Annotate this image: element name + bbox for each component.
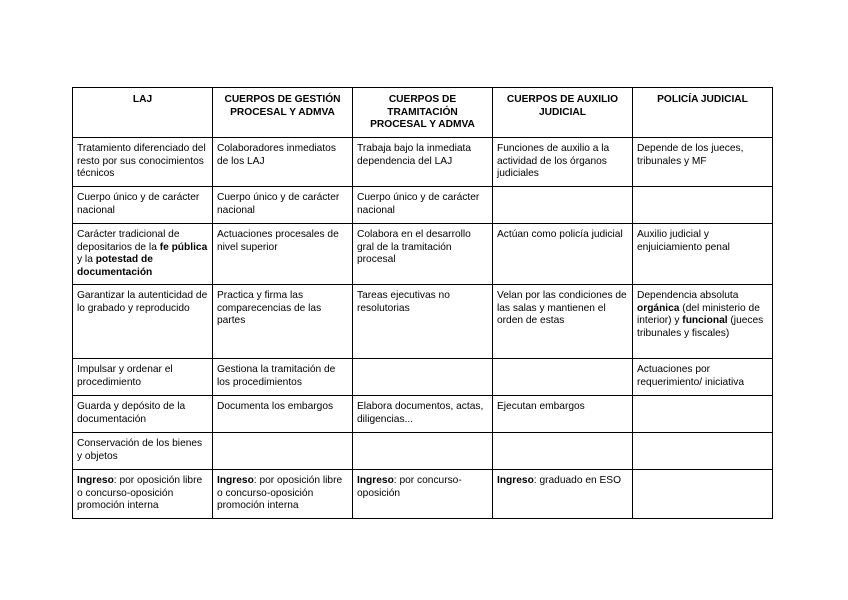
cell-text: Trabaja bajo la inmediata dependencia del LAJ xyxy=(357,143,472,167)
cell-text: Colabora en el desarrollo gral de la tramitación procesal xyxy=(357,229,471,266)
cell-laj xyxy=(73,187,213,224)
cell-text: Tratamiento diferenciado del resto por sus conocimientos técnicos xyxy=(77,143,206,180)
cell-tramitacion xyxy=(353,187,493,224)
cell-text: y la xyxy=(77,254,96,266)
table-row xyxy=(73,285,773,359)
cell-gestion xyxy=(213,285,353,359)
cell-policia xyxy=(633,396,773,433)
cell-text: Tareas ejecutivas no resolutorias xyxy=(357,290,450,314)
cell-laj xyxy=(73,285,213,359)
cell-tramitacion xyxy=(353,359,493,396)
cell-tramitacion xyxy=(353,433,493,470)
cell-auxilio xyxy=(493,396,633,433)
cell-text: Garantizar la autenticidad de lo grabado y reproducido xyxy=(77,290,208,314)
cell-laj xyxy=(73,359,213,396)
cell-tramitacion xyxy=(353,396,493,433)
bold-text: fe pública xyxy=(159,241,208,253)
cell-laj xyxy=(73,470,213,519)
cell-text: (del ministerio de interior) y xyxy=(637,302,760,327)
bold-text: Ingreso xyxy=(77,475,114,486)
cell-text: Documenta los embargos xyxy=(217,401,334,412)
cell-text: Colaboradores inmediatos de los LAJ xyxy=(217,143,336,167)
cell-auxilio xyxy=(493,187,633,224)
cell-text: Velan por las condiciones de las salas y mantienen el orden de estas xyxy=(497,290,627,327)
cell-text: Guarda y depósito de la documentación xyxy=(77,401,186,425)
cell-gestion xyxy=(213,138,353,187)
cell-text: Cuerpo único y de carácter nacional xyxy=(217,192,340,216)
cell-auxilio xyxy=(493,359,633,396)
table-row xyxy=(73,359,773,396)
header-row xyxy=(73,88,773,138)
bold-text: Ingreso xyxy=(357,475,394,486)
cell-policia xyxy=(633,224,773,285)
cell-gestion xyxy=(213,470,353,519)
bold-text: Ingreso xyxy=(217,475,254,486)
header-tramitacion: CUERPOS DE TRAMITACIÓN PROCESAL Y ADMVA xyxy=(353,88,493,138)
cell-policia xyxy=(633,187,773,224)
header-gestion: CUERPOS DE GESTIÓN PROCESAL Y ADMVA xyxy=(213,88,353,138)
cell-tramitacion xyxy=(353,285,493,359)
table-body xyxy=(73,138,773,519)
cell-text: Gestiona la tramitación de los procedimientos xyxy=(217,364,336,388)
cell-auxilio xyxy=(493,138,633,187)
cell-text: Ejecutan embargos xyxy=(497,401,585,412)
table-row xyxy=(73,224,773,285)
cell-laj xyxy=(73,433,213,470)
comparison-table xyxy=(72,87,773,519)
cell-tramitacion xyxy=(353,470,493,519)
cell-policia xyxy=(633,433,773,470)
cell-policia xyxy=(633,285,773,359)
cell-text: Cuerpo único y de carácter nacional xyxy=(77,192,200,216)
cell-text: Carácter tradicional de depositarios de la xyxy=(77,229,180,253)
cell-text: Auxilio judicial y enjuiciamiento penal xyxy=(637,229,730,253)
cell-text: Actúan como policía judicial xyxy=(497,229,623,240)
cell-laj xyxy=(73,224,213,285)
header-auxilio: CUERPOS DE AUXILIO JUDICIAL xyxy=(493,88,633,138)
header-laj: LAJ xyxy=(73,88,213,138)
cell-text: (jueces tribunales y fiscales) xyxy=(637,315,764,339)
cell-text: Depende de los jueces, tribunales y MF xyxy=(637,143,744,167)
cell-text: Impulsar y ordenar el procedimiento xyxy=(77,364,173,388)
bold-text: orgánica xyxy=(637,302,680,314)
cell-gestion xyxy=(213,433,353,470)
cell-text: Actuaciones por requerimiento/ iniciativa xyxy=(637,364,745,388)
cell-text: : por oposición libre o concurso-oposición promoción interna xyxy=(77,475,203,512)
cell-laj xyxy=(73,396,213,433)
cell-gestion xyxy=(213,224,353,285)
bold-text: Ingreso xyxy=(497,475,534,486)
table-row xyxy=(73,396,773,433)
cell-policia xyxy=(633,470,773,519)
cell-text: : por concurso-oposición xyxy=(357,475,462,499)
cell-text: : graduado en ESO xyxy=(533,475,622,486)
cell-auxilio xyxy=(493,224,633,285)
cell-text: Cuerpo único y de carácter nacional xyxy=(357,192,480,216)
cell-text: Practica y firma las comparecencias de las partes xyxy=(217,290,322,327)
header-policia: POLICÍA JUDICIAL xyxy=(633,88,773,138)
table-row xyxy=(73,470,773,519)
cell-text: Elabora documentos, actas, diligencias... xyxy=(357,401,484,425)
cell-text: : por oposición libre o concurso-oposición promoción interna xyxy=(217,475,343,512)
cell-text: Actuaciones procesales de nivel superior xyxy=(217,229,339,253)
cell-text: Conservación de los bienes y objetos xyxy=(77,438,203,462)
table-row xyxy=(73,187,773,224)
table-row xyxy=(73,433,773,470)
cell-tramitacion xyxy=(353,138,493,187)
cell-gestion xyxy=(213,359,353,396)
cell-policia xyxy=(633,359,773,396)
cell-gestion xyxy=(213,187,353,224)
bold-text: funcional xyxy=(682,315,728,327)
cell-tramitacion xyxy=(353,224,493,285)
cell-text: Funciones de auxilio a la actividad de los órganos judiciales xyxy=(497,143,610,180)
bold-text: potestad de documentación xyxy=(77,254,153,278)
cell-laj xyxy=(73,138,213,187)
cell-policia xyxy=(633,138,773,187)
cell-text: Dependencia absoluta xyxy=(637,290,739,301)
cell-auxilio xyxy=(493,433,633,470)
table-row xyxy=(73,138,773,187)
cell-auxilio xyxy=(493,470,633,519)
cell-gestion xyxy=(213,396,353,433)
cell-auxilio xyxy=(493,285,633,359)
